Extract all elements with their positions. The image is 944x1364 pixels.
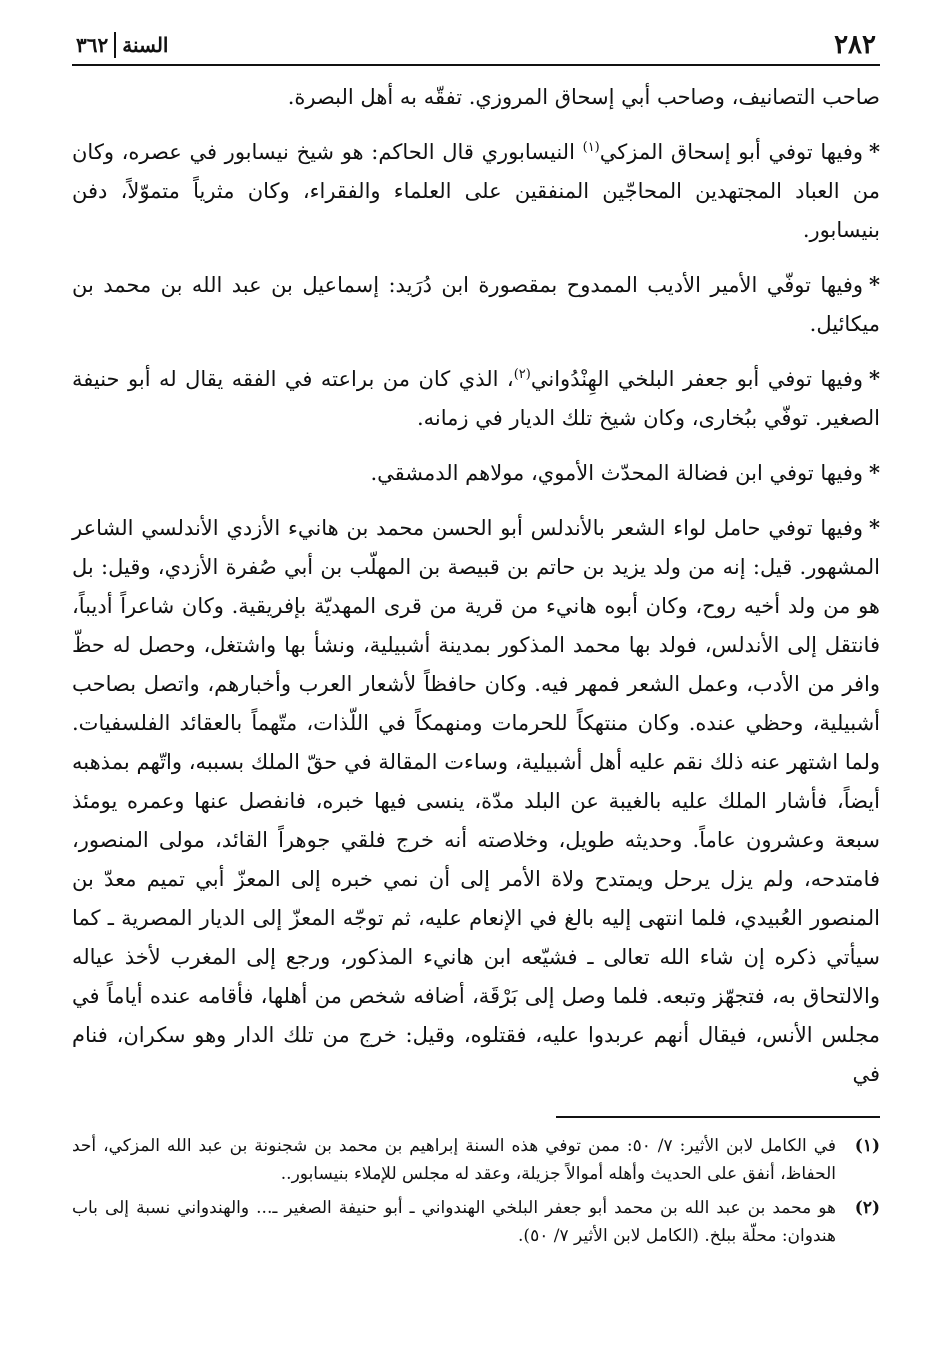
footnote-item <box>72 1194 880 1250</box>
header-divider <box>114 32 116 58</box>
footnote-separator <box>556 1116 880 1118</box>
paragraph-text: صاحب التصانيف، وصاحب أبي إسحاق المروزي. تفقّه به أهل البصرة. <box>287 85 880 109</box>
footnote-item <box>72 1132 880 1188</box>
page-header <box>72 28 880 66</box>
page-number: ٢٨٢ <box>834 30 876 60</box>
year-heading <box>76 32 168 58</box>
year-label: السنة <box>122 33 169 57</box>
paragraph-text: وفيها توفي حامل لواء الشعر بالأندلس أبو الحسن محمد بن هانيء الأزدي الأندلسي الشاعر المشهور. قيل: إنه من ولد يزيد بن حاتم بن قبيصة بن المهلّب بن أبي صُفرة الأزدي، وقيل: بل هو من ولد أخيه روح، وكان أبوه هانيء من قرية من قرى المهديّة بإفريقية. وكان شاعراً أديباً، فانتقل إلى الأندلس، فولد بها محمد المذكور بمدينة أشبيلية، ونشأ بها واشتغل، وحصل له حظّ وافر من الأدب، وعمل الشعر فمهر فيه. وكان حافظاً لأشعار العرب وأخبارهم، واتصل بصاحب أشبيلية، وحظي عنده. وكان منتهكاً للحرمات ومنهمكاً في اللّذات، متّهماً بالعقائد الفلسفيات. ولما اشتهر عنه ذلك نقم عليه أهل أشبيلية، وساءت المقالة في حقّ الملك بسببه، واتّهم بمذهبه أيضاً، فأشار الملك عليه بالغيبة عن البلد مدّة، ينسى فيها خبره، فانفصل عنها وعمره يومئذ سبعة وعشرون عاماً. وحديثه طويل، وخلاصته أنه خرج فلقي جوهراً القائد، مولى المنصور، فامتدحه، ولم يزل يرحل ويمتدح ولاة الأمر إلى أن نمي خبره إلى المعزّ أبي تميم معدّ بن المنصور العُبيدي، فلما انتهى إليه بالغ في الإنعام عليه، ثم توجّه المعزّ إلى الديار المصرية ـ كما سيأتي ذكره إن شاء الله تعالى ـ فشيّعه ابن هانيء المذكور، ورجع إلى المغرب لأخذ عياله والالتحاق به، فتجهّز وتبعه. فلما وصل إلى بَرْقَة، أضافه شخص من أهلها، فأقامه عنده أياماً في مجلس الأنس، فيقال أنهم عربدوا عليه، فقتلوه، وقيل: خرج من تلك الدار وهو سكران، فنام في <box>72 516 880 1086</box>
footnote-text: هو محمد بن عبد الله بن محمد أبو جعفر البلخي الهندواني ـ أبو حنيفة الصغير ـ... والهندواني نسبة إلى باب هندوان: محلّة ببلخ. (الكامل لابن الأثير ٧/ ٥٠). <box>72 1198 836 1246</box>
paragraph-text: وفيها توفي أبو إسحاق المزكي <box>599 140 864 164</box>
paragraph-text: وفيها توفي ابن فضالة المحدّث الأموي، مولاهم الدمشقي. <box>370 461 864 485</box>
paragraph-entry <box>72 359 880 438</box>
entry-marker: * <box>869 515 880 540</box>
main-text <box>72 78 880 1094</box>
footnotes <box>72 1132 880 1250</box>
footnote-text: في الكامل لابن الأثير: ٧/ ٥٠: ممن توفي هذه السنة إبراهيم بن محمد بن شجنونة بن عبد الله المزكي، أحد الحفاظ، أنفق على الحديث وأهله أموالاً جزيلة، وعقد له مجلس للإملاء بنيسابور.. <box>72 1136 836 1184</box>
paragraph-text: وفيها توفي أبو جعفر البلخي الهِنْدُواني <box>530 367 864 391</box>
footnote-number: (٢) <box>854 1198 880 1218</box>
paragraph-text: النيسابوري قال الحاكم: هو شيخ نيسابور في عصره، وكان من العباد المجتهدين المحاجّين المنفقين على العلماء والفقراء، وكان مثرياً متموّلاً، دفن بنيسابور. <box>72 140 880 242</box>
footnote-ref[interactable]: (١) <box>582 140 600 155</box>
footnote-number: (١) <box>854 1136 880 1156</box>
entry-marker: * <box>869 460 880 485</box>
paragraph-text: وفيها توفّي الأمير الأديب الممدوح بمقصورة ابن دُرَيد: إسماعيل بن عبد الله بن محمد بن ميكائيل. <box>72 273 880 336</box>
paragraph-entry <box>72 265 880 344</box>
paragraph-continuation <box>72 78 880 117</box>
paragraph-entry <box>72 453 880 493</box>
footnote-ref[interactable]: (٢) <box>513 367 531 382</box>
paragraph-text: ، الذي كان من براعته في الفقه يقال له أبو حنيفة الصغير. توفّي ببُخارى، وكان شيخ تلك الديار في زمانه. <box>72 367 880 430</box>
entry-marker: * <box>869 272 880 297</box>
entry-marker: * <box>869 139 880 164</box>
entry-marker: * <box>869 366 881 391</box>
paragraph-entry <box>72 132 880 250</box>
paragraph-entry <box>72 508 880 1094</box>
book-page <box>72 28 880 1348</box>
year-value: ٣٦٢ <box>76 33 109 57</box>
